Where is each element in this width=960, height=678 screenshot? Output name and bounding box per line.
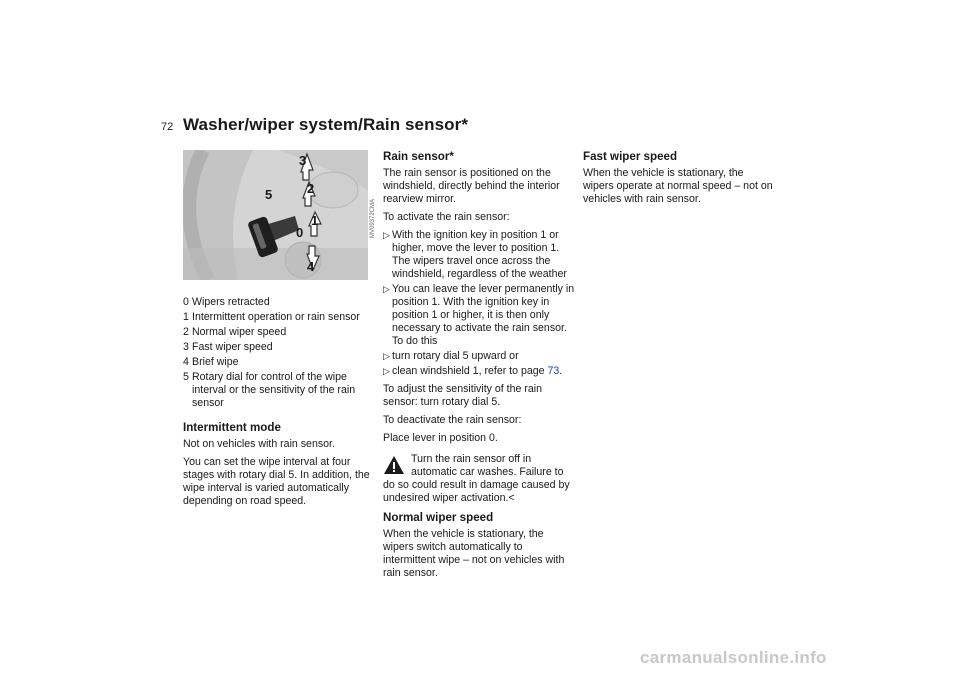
intermittent-p2: You can set the wipe interval at four stages with rotary dial 5. In addition, the wipe interval is varied automatically depending on road speed.	[183, 455, 370, 507]
legend-item: 1 Intermittent operation or rain sensor	[183, 311, 360, 323]
intermittent-p1: Not on vehicles with rain sensor.	[183, 437, 335, 450]
wiper-lever-figure	[183, 150, 368, 280]
bullet-arrow-icon: ▷	[383, 284, 390, 294]
wiper-lever-illustration	[183, 150, 368, 280]
rain-p3: To adjust the sensitivity of the rain sensor: turn rotary dial 5.	[383, 383, 542, 408]
rain-p1: The rain sensor is positioned on the windshield, directly behind the interior rearview mirror.	[383, 167, 560, 205]
legend-item: 4 Brief wipe	[183, 356, 239, 368]
figure-label-4: 4	[307, 259, 315, 274]
watermark-text: carmanualsonline.info	[640, 648, 827, 667]
warning-note: Turn the rain sensor off in automatic car washes. Failure to do so could result in damage caused by undesired wiper activation.<	[383, 453, 570, 504]
bullet-arrow-icon: ▷	[383, 351, 390, 361]
bullet-item: ▷ With the ignition key in position 1 or higher, move the lever to position 1. The wipers travel once across the windshield, regardless of the weather	[383, 229, 567, 280]
heading-intermittent-mode: Intermittent mode	[183, 420, 281, 434]
rain-p5: Place lever in position 0.	[383, 432, 498, 444]
page-link-73[interactable]: 73	[547, 365, 560, 377]
figure-label-2: 2	[307, 181, 315, 196]
legend-item: 2 Normal wiper speed	[183, 326, 287, 338]
normal-p1: When the vehicle is stationary, the wipers switch automatically to intermittent wipe – not on vehicles with rain sensor.	[383, 528, 565, 579]
heading-normal-wiper-speed: Normal wiper speed	[383, 511, 494, 524]
bullet-item: ▷ clean windshield 1, refer to page 73.	[383, 365, 563, 377]
legend-item: 5 Rotary dial for control of the wipe interval or the sensitivity of the rain sensor	[183, 371, 356, 409]
column-1	[183, 150, 373, 513]
rain-p4: To deactivate the rain sensor:	[383, 414, 522, 426]
page-title: Washer/wiper system/Rain sensor*	[183, 115, 469, 134]
bullet-item: ▷ You can leave the lever permanently in position 1. With the ignition key in position 1 or higher, it is then only necessary to activate the rain sensor. To do this	[383, 283, 575, 347]
bullet-arrow-icon: ▷	[383, 366, 390, 376]
heading-rain-sensor: Rain sensor*	[383, 150, 454, 163]
heading-fast-wiper-speed: Fast wiper speed	[583, 150, 678, 163]
legend-item: 0 Wipers retracted	[183, 296, 270, 308]
figure-legend	[183, 296, 373, 410]
figure-label-5: 5	[265, 187, 273, 202]
fast-p1: When the vehicle is stationary, the wipers operate at normal speed – not on vehicles with rain sensor.	[583, 167, 773, 205]
figure-label-0: 0	[296, 225, 304, 240]
column-2	[383, 146, 577, 585]
figure-code: MV09372CMA	[370, 198, 376, 238]
page-number: 72	[161, 121, 174, 133]
column-3	[583, 146, 777, 211]
figure-label-1: 1	[311, 213, 319, 228]
rain-p2: To activate the rain sensor:	[383, 211, 510, 223]
bullet-arrow-icon: ▷	[383, 230, 390, 240]
warning-triangle-icon	[383, 455, 405, 475]
legend-item: 3 Fast wiper speed	[183, 341, 273, 353]
bullet-item: ▷ turn rotary dial 5 upward or	[383, 350, 519, 362]
figure-label-3: 3	[299, 153, 307, 168]
